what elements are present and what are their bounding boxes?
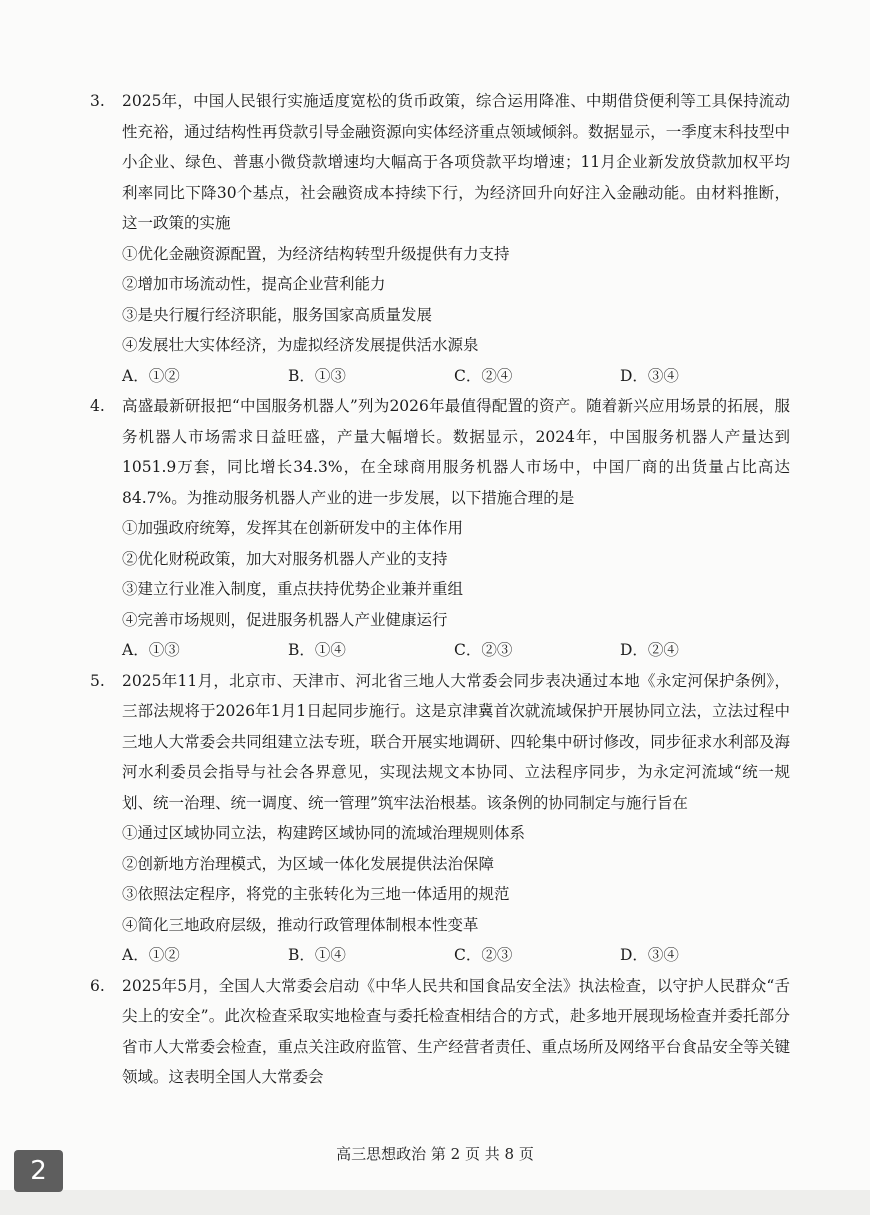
choice-b: B．①③ [288, 366, 346, 385]
choice-c: C．②③ [454, 946, 513, 964]
question-5 [90, 666, 790, 971]
answer-choices [122, 940, 790, 971]
statement-item: ③依照法定程序，将党的主张转化为三地一体适用的规范 [122, 885, 510, 903]
choice-d: D．③④ [620, 366, 679, 385]
question-6 [90, 971, 790, 1093]
choice-c: C．②④ [454, 366, 513, 385]
question-number: 4. [90, 397, 105, 415]
choice-d: D．②④ [620, 641, 679, 659]
choice-c: C．②③ [454, 641, 513, 659]
statement-item: ①通过区域协同立法，构建跨区域协同的流域治理规则体系 [122, 824, 526, 842]
statement-item: ②创新地方治理模式，为区域一体化发展提供法治保障 [122, 854, 495, 873]
question-number: 6. [90, 976, 105, 995]
statement-item: ④简化三地政府层级，推动行政管理体制根本性变革 [122, 915, 479, 934]
question-3 [90, 86, 790, 391]
choice-a: A．①② [122, 946, 180, 964]
statement-item: ③是央行履行经济职能，服务国家高质量发展 [122, 305, 433, 324]
statement-item: ②优化财税政策，加大对服务机器人产业的支持 [122, 549, 448, 568]
answer-choices [122, 635, 790, 666]
choice-a: A．①② [122, 366, 180, 385]
question-4 [90, 391, 790, 666]
statement-item: ①优化金融资源配置，为经济结构转型升级提供有力支持 [122, 244, 510, 263]
choice-b: B．①④ [288, 946, 346, 964]
page-number-badge: 2 [14, 1150, 63, 1192]
question-body [122, 971, 790, 1093]
choice-b: B．①④ [288, 641, 346, 659]
question-body [122, 391, 790, 666]
question-stem: 2025年，中国人民银行实施适度宽松的货币政策，综合运用降准、中期借贷便利等工具保持流动性充裕，通过结构性再贷款引导金融资源向实体经济重点领域倾斜。数据显示，一季度末科技型中小企业、绿色、普惠小微贷款增速均大幅高于各项贷款平均增速；11月企业新发放贷款加权平均利率同比下降30个基点，社会融资成本持续下行，为经济回升向好注入金融动能。由材料推断，这一政策的实施 [122, 92, 790, 232]
question-number: 3. [90, 92, 105, 110]
answer-choices [122, 361, 790, 392]
statement-item: ③建立行业准入制度，重点扶持优势企业兼并重组 [122, 580, 464, 598]
statement-item: ②增加市场流动性，提高企业营利能力 [122, 275, 386, 293]
statement-item: ④完善市场规则，促进服务机器人产业健康运行 [122, 610, 448, 629]
question-stem: 2025年5月，全国人大常委会启动《中华人民共和国食品安全法》执法检查，以守护人民群众“舌尖上的安全”。此次检查采取实地检查与委托检查相结合的方式，赴多地开展现场检查并委托部分省市人大常委会检查，重点关注政府监管、生产经营者责任、重点场所及网络平台食品安全等关键领域。这表明全国人大常委会 [122, 976, 790, 1086]
statement-item: ④发展壮大实体经济，为虚拟经济发展提供活水源泉 [122, 336, 479, 354]
question-body [122, 86, 790, 391]
bottom-strip [0, 1190, 870, 1215]
question-stem: 2025年11月，北京市、天津市、河北省三地人大常委会同步表决通过本地《永定河保护条例》，三部法规将于2026年1月1日起同步施行。这是京津冀首次就流域保护开展协同立法，立法过程中三地人大常委会共同组建立法专班，联合开展实地调研、四轮集中研讨修改，同步征求水利部及海河水利委员会指导与社会各界意见，实现法规文本协同、立法程序同步，为永定河流域“统一规划、统一治理、统一调度、统一管理”筑牢法治根基。该条例的协同制定与施行旨在 [122, 671, 790, 812]
question-list [90, 86, 790, 1093]
page-footer: 高三思想政治 第 2 页 共 8 页 [336, 1145, 534, 1163]
question-number: 5. [90, 671, 105, 690]
question-stem: 高盛最新研报把“中国服务机器人”列为2026年最值得配置的资产。随着新兴应用场景的拓展，服务机器人市场需求日益旺盛，产量大幅增长。数据显示，2024年，中国服务机器人产量达到1051.9万套，同比增长34.3%，在全球商用服务机器人市场中，中国厂商的出货量占比高达84.7%。为推动服务机器人产业的进一步发展，以下措施合理的是 [122, 397, 790, 507]
choice-d: D．③④ [620, 946, 679, 964]
choice-a: A．①③ [122, 641, 180, 659]
statement-item: ①加强政府统筹，发挥其在创新研发中的主体作用 [122, 519, 464, 537]
question-body [122, 666, 790, 971]
